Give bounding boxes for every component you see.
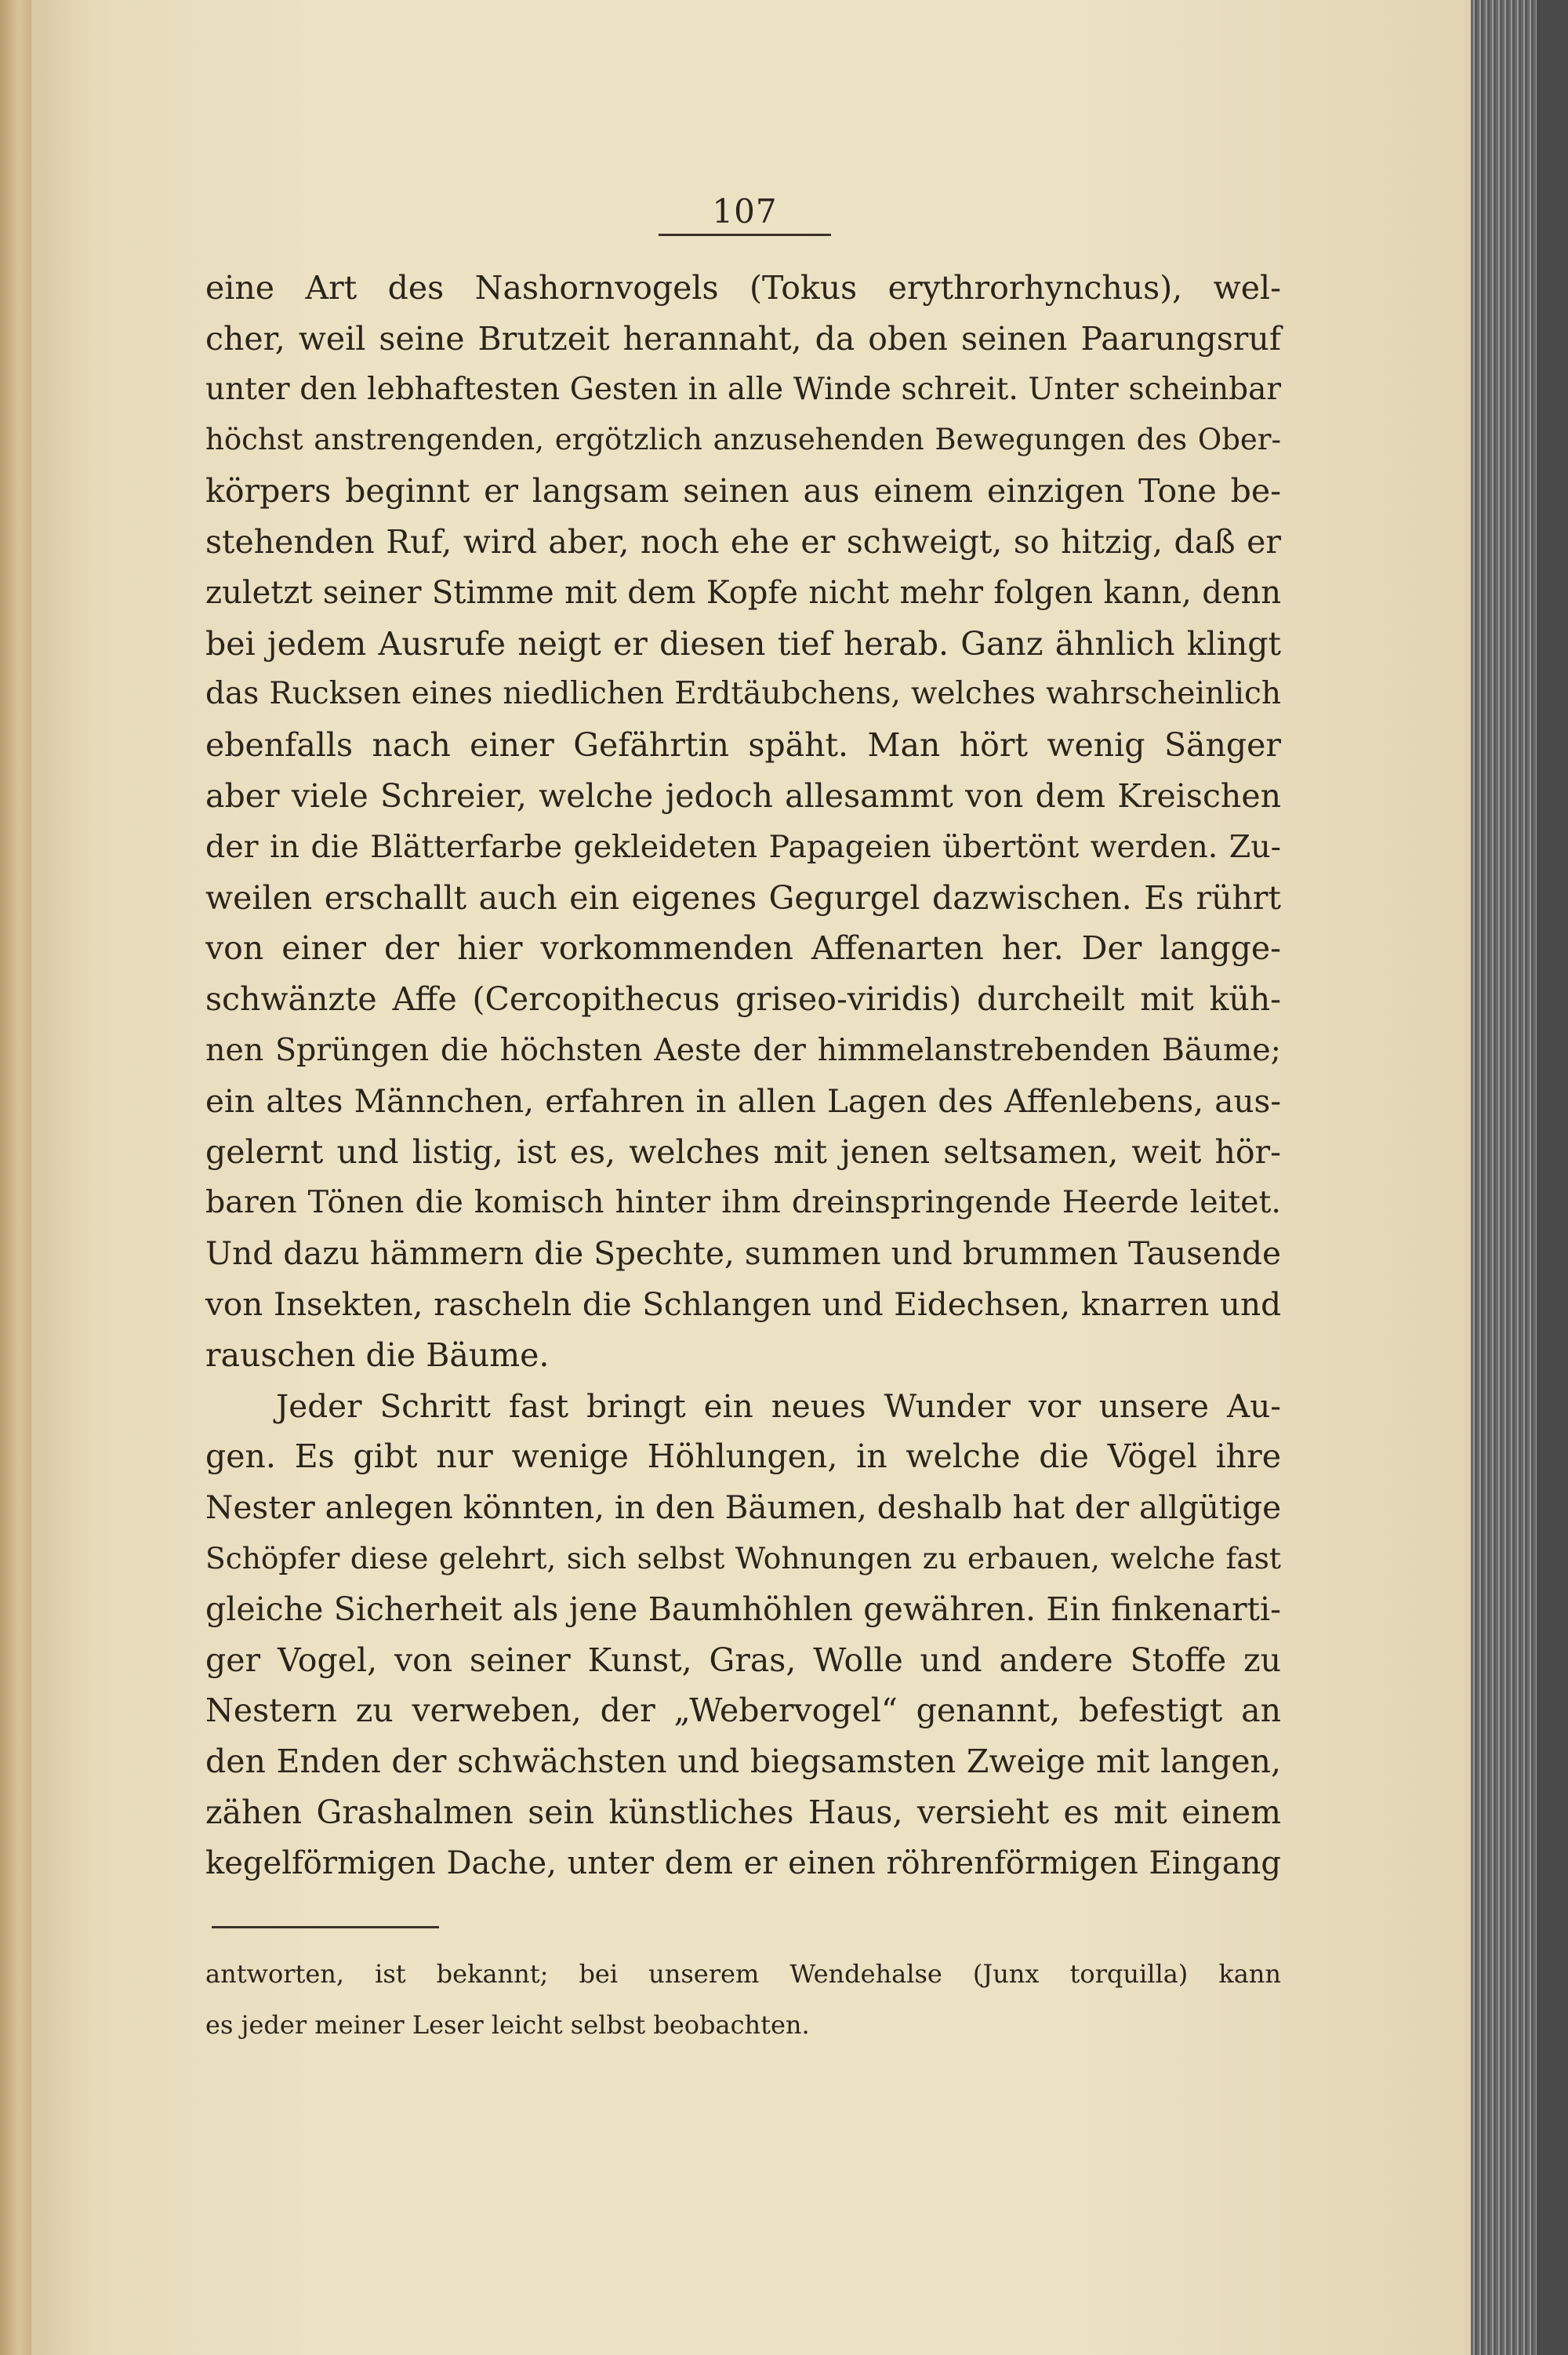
- text-line: von einer der hier vorkommenden Affenarten her. Der langge-: [205, 929, 1281, 968]
- footnote-line: es jeder meiner Leser leicht selbst beobachten.: [205, 2009, 810, 2040]
- text-line: weilen erschallt auch ein eigenes Gegurgel dazwischen. Es rührt: [205, 878, 1281, 917]
- header-rule: [659, 234, 831, 236]
- text-line: gelernt und listig, ist es, welches mit jenen seltsamen, weit hör-: [205, 1132, 1281, 1171]
- text-line: gleiche Sicherheit als jene Baumhöhlen gewähren. Ein finkenarti-: [205, 1590, 1281, 1628]
- text-line: Nester anlegen könnten, in den Bäumen, deshalb hat der allgütige: [205, 1488, 1282, 1527]
- text-line: schwänzte Affe (Cercopithecus griseo-viridis) durcheilt mit küh-: [205, 980, 1281, 1019]
- text-line: ebenfalls nach einer Gefährtin späht. Man hört wenig Sänger: [205, 726, 1281, 765]
- text-line: aber viele Schreier, welche jedoch allesammt von dem Kreischen: [205, 776, 1281, 815]
- text-line: kegelförmigen Dache, unter dem er einen röhrenförmigen Eingang: [205, 1844, 1281, 1881]
- text-line: höchst anstrengenden, ergötzlich anzusehenden Bewegungen des Ober-: [205, 423, 1281, 457]
- text-line: eine Art des Nashornvogels (Tokus erythrorhynchus), wel-: [205, 269, 1281, 307]
- background-edge: [1537, 0, 1568, 2355]
- text-line: stehenden Ruf, wird aber, noch ehe er schweigt, so hitzig, daß er: [205, 522, 1281, 561]
- footnote-line: antworten, ist bekannt; bei unserem Wendehalse (Junx torquilla) kann: [205, 1959, 1281, 1989]
- text-line: von Insekten, rascheln die Schlangen und Eidechsen, knarren und: [205, 1285, 1281, 1323]
- text-line: Nestern zu verweben, der „Webervogel“ genannt, befestigt an: [205, 1692, 1281, 1730]
- text-line: das Rucksen eines niedlichen Erdtäubchens, welches wahrscheinlich: [205, 676, 1281, 712]
- text-line: Jeder Schritt fast bringt ein neues Wunder vor unsere Au-: [276, 1386, 1281, 1425]
- text-line: bei jedem Ausrufe neigt er diesen tief herab. Ganz ähnlich klingt: [205, 624, 1281, 663]
- body-text: [205, 263, 1281, 1889]
- text-line: zähen Grashalmen sein künstliches Haus, versieht es mit einem: [205, 1793, 1281, 1831]
- facing-page-edge: [0, 0, 31, 2355]
- text-line: gen. Es gibt nur wenige Höhlungen, in welche die Vögel ihre: [205, 1437, 1281, 1476]
- text-line: rauschen die Bäume.: [205, 1336, 550, 1374]
- text-line: ger Vogel, von seiner Kunst, Gras, Wolle und andere Stoffe zu: [205, 1641, 1281, 1679]
- text-line: nen Sprüngen die höchsten Aeste der himmelanstrebenden Bäume;: [205, 1031, 1281, 1068]
- page-number: 107: [712, 192, 778, 231]
- text-line: Schöpfer diese gelehrt, sich selbst Wohnungen zu erbauen, welche fast: [205, 1540, 1281, 1575]
- footnote: [205, 1953, 1281, 2055]
- page-stack-edge: [1471, 0, 1537, 2355]
- text-line: den Enden der schwächsten und biegsamsten Zweige mit langen,: [205, 1743, 1281, 1781]
- text-line: der in die Blätterfarbe gekleideten Papageien übertönt werden. Zu-: [205, 828, 1281, 865]
- text-line: baren Tönen die komisch hinter ihm dreinspringende Heerde leitet.: [205, 1184, 1281, 1221]
- text-line: unter den lebhaftesten Gesten in alle Winde schreit. Unter scheinbar: [205, 371, 1281, 407]
- footnote-rule: [212, 1926, 439, 1928]
- text-line: cher, weil seine Brutzeit herannaht, da oben seinen Paarungsruf: [205, 319, 1281, 358]
- text-line: zuletzt seiner Stimme mit dem Kopfe nicht mehr folgen kann, denn: [205, 574, 1281, 611]
- text-line: körpers beginnt er langsam seinen aus einem einzigen Tone be-: [205, 472, 1281, 511]
- text-line: ein altes Männchen, erfahren in allen Lagen des Affenlebens, aus-: [205, 1081, 1281, 1120]
- text-line: Und dazu hämmern die Spechte, summen und brummen Tausende: [205, 1234, 1281, 1273]
